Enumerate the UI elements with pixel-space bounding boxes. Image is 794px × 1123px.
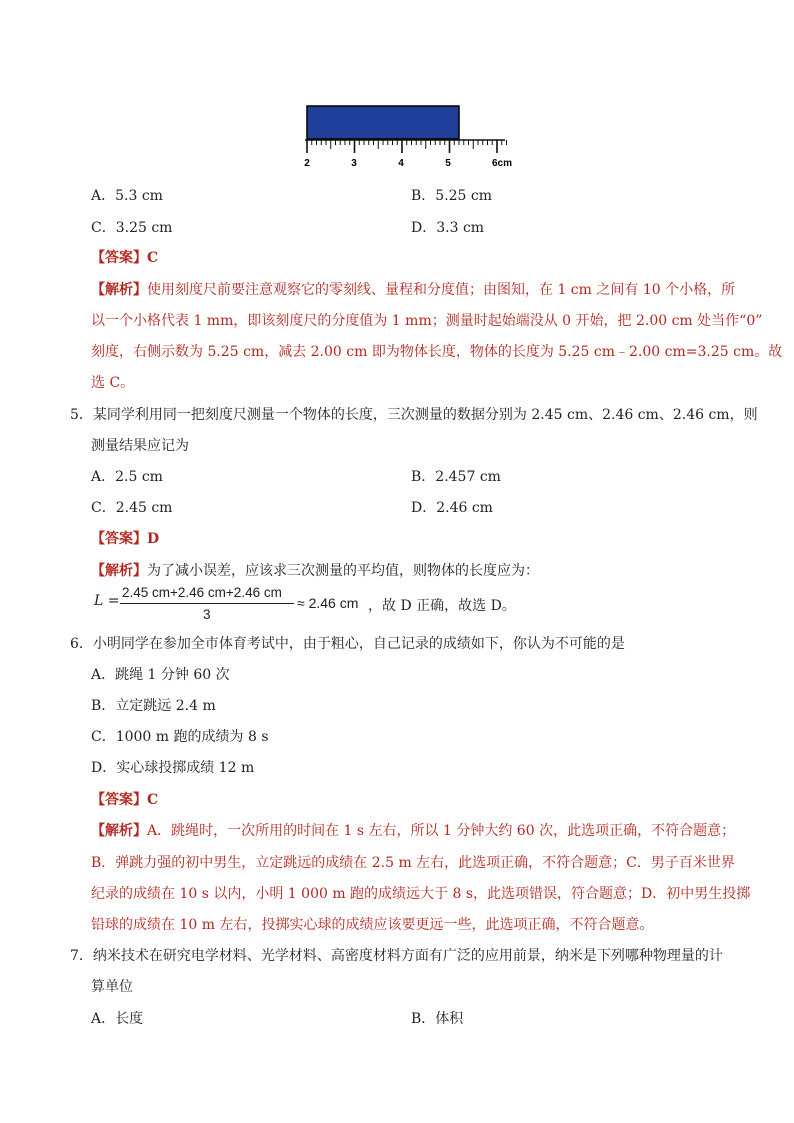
- formula-numerator: 2.45 cm+2.46 cm+2.46 cm: [122, 585, 282, 600]
- formula-tail: ，故 D 正确，故选 D。: [368, 598, 516, 614]
- q5-stem-line-2: 测量结果应记为: [91, 438, 189, 454]
- q5-answer-tag: 【答案】: [91, 531, 147, 547]
- ruler-label-2: 2: [304, 158, 310, 169]
- ruler-svg: [300, 104, 520, 170]
- q4-answer-tag: 【答案】: [91, 250, 147, 266]
- q4-option-b: B．5.25 cm: [411, 188, 493, 204]
- formula-fraction-bar: [120, 603, 294, 604]
- q6-analysis-tag: 【解析】: [91, 823, 147, 839]
- q4-analysis-line-4: 选 C。: [91, 375, 135, 391]
- q5-analysis-line-1: [91, 560, 539, 580]
- q4-analysis-line-1: [91, 279, 735, 299]
- formula-lhs: L =: [94, 593, 120, 609]
- q4-analysis-line-3: 刻度，右侧示数为 5.25 cm，减去 2.00 cm 即为物体长度，物体的长度为 5.25 cm﹣2.00 cm=3.25 cm。故: [91, 344, 783, 360]
- ruler-label-6cm: 6cm: [491, 158, 513, 169]
- q6-analysis-line-1: [91, 820, 735, 840]
- ruler-figure: [300, 104, 520, 170]
- q6-answer-value: C: [147, 792, 159, 808]
- q5-option-d: D．2.46 cm: [411, 500, 493, 516]
- q7-option-b: B．体积: [411, 1011, 464, 1027]
- q4-option-d: D．3.3 cm: [411, 220, 485, 236]
- q5-analysis-text-1: 为了减小误差，应该求三次测量的平均值，则物体的长度应为：: [147, 563, 539, 579]
- q4-analysis-line-2: 以一个小格代表 1 mm，即该刻度尺的分度值为 1 mm；测量时起始端没从 0 开始，把 2.00 cm 处当作“0”: [91, 313, 763, 329]
- q5-option-c: C．2.45 cm: [91, 500, 173, 516]
- q7-stem-line-1: 7．纳米技术在研究电学材料、光学材料、高密度材料方面有广泛的应用前景，纳米是下列哪种物理量的计: [70, 948, 723, 964]
- q4-analysis-text-1: 使用刻度尺前要注意观察它的零刻线、量程和分度值；由图知，在 1 cm 之间有 10 个小格，所: [147, 282, 736, 298]
- q4-analysis-tag: 【解析】: [91, 282, 147, 298]
- q6-analysis-line-2: B．弹跳力强的初中男生，立定跳远的成绩在 2.5 m 左右，此选项正确，不符合题意；C．男子百米世界: [91, 855, 735, 871]
- q5-analysis-tag: 【解析】: [91, 563, 147, 579]
- q6-analysis-text-1: A．跳绳时，一次所用的时间在 1 s 左右，所以 1 分钟大约 60 次，此选项正确，不符合题意；: [147, 823, 736, 839]
- q4-answer-value: C: [147, 250, 159, 266]
- q7-stem-line-2: 算单位: [91, 979, 133, 995]
- q7-option-a: A．长度: [91, 1011, 144, 1027]
- q6-option-d: D．实心球投掷成绩 12 m: [91, 760, 255, 776]
- q6-analysis-line-3: 纪录的成绩在 10 s 以内，小明 1 000 m 跑的成绩远大于 8 s，此选项错误，符合题意；D．初中男生投掷: [91, 886, 751, 902]
- formula-rhs: ≈ 2.46 cm: [297, 595, 359, 611]
- measured-block: [307, 106, 459, 139]
- q6-stem: 6．小明同学在参加全市体育考试中，由于粗心，自己记录的成绩如下，你认为不可能的是: [70, 636, 625, 652]
- q5-answer-value: D: [147, 531, 160, 547]
- q6-option-a: A．跳绳 1 分钟 60 次: [91, 667, 230, 683]
- ruler-label-3: 3: [351, 158, 357, 169]
- ruler-label-4: 4: [398, 158, 404, 169]
- ruler-label-5: 5: [445, 158, 451, 169]
- q6-answer-tag: 【答案】: [91, 792, 147, 808]
- q4-option-a: A．5.3 cm: [91, 188, 163, 204]
- q5-stem-line-1: 5．某同学利用同一把刻度尺测量一个物体的长度，三次测量的数据分别为 2.45 cm、2.46 cm、2.46 cm，则: [70, 407, 758, 423]
- q6-answer: [91, 789, 158, 809]
- q5-answer: [91, 528, 159, 548]
- q6-option-b: B．立定跳远 2.4 m: [91, 698, 216, 714]
- ruler-ticks: [307, 140, 507, 153]
- q6-analysis-line-4: 铅球的成绩在 10 m 左右，投掷实心球的成绩应该要更远一些，此选项正确，不符合题意。: [91, 917, 654, 933]
- q5-option-b: B．2.457 cm: [411, 469, 501, 485]
- q5-option-a: A．2.5 cm: [91, 469, 163, 485]
- q6-option-c: C．1000 m 跑的成绩为 8 s: [91, 729, 269, 745]
- q4-option-c: C．3.25 cm: [91, 220, 173, 236]
- q4-answer: [91, 247, 158, 267]
- formula-denominator: 3: [203, 607, 211, 622]
